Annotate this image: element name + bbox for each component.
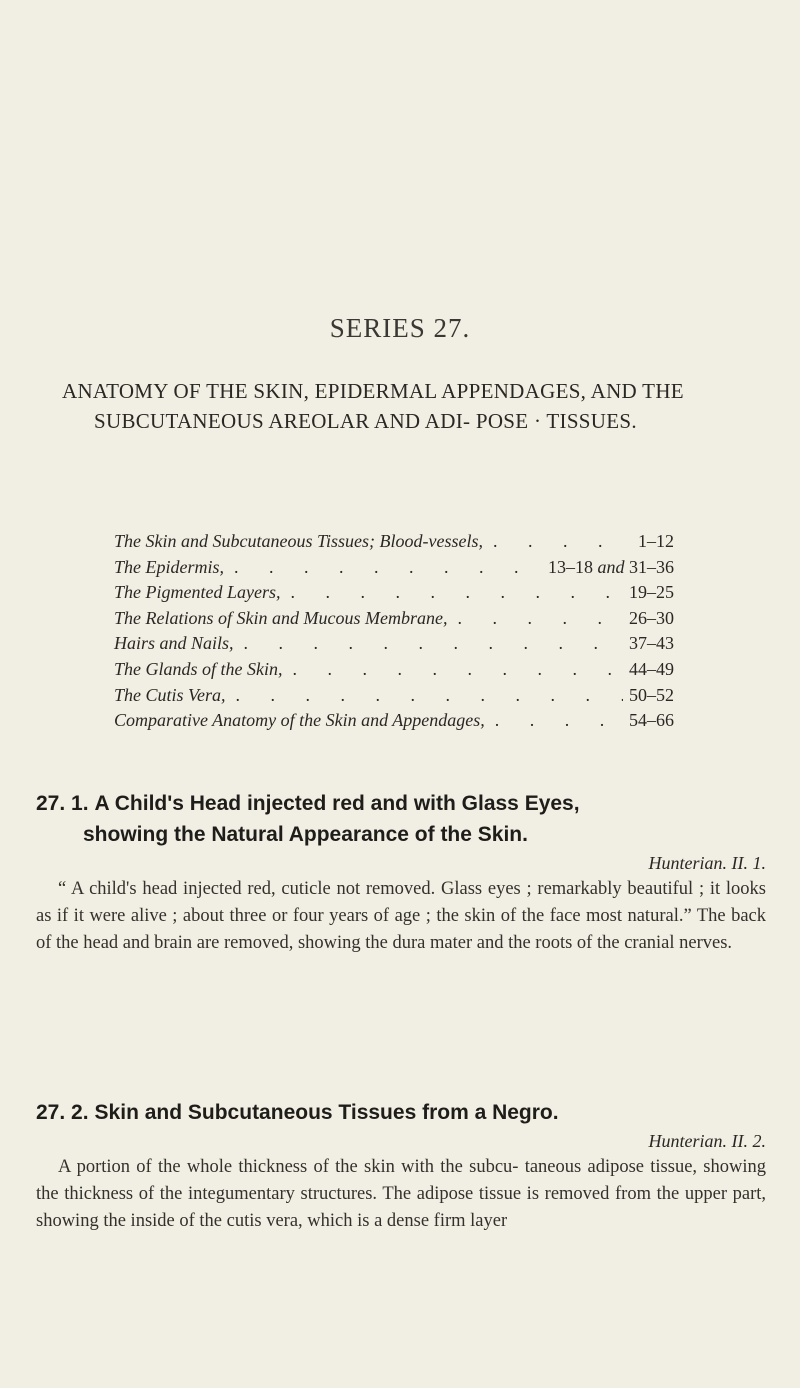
series-title: SERIES 27. xyxy=(329,313,471,343)
toc-pages-second: 31–36 xyxy=(629,556,674,577)
toc-title: The Relations of Skin and Mucous Membrane, xyxy=(114,607,448,628)
section-heading xyxy=(62,376,722,436)
specimen-number: 27. 2. xyxy=(36,1101,89,1124)
toc-pages: 54–66 xyxy=(629,710,674,731)
toc-leader-dots xyxy=(224,557,542,578)
toc-row xyxy=(114,685,674,711)
toc-and: and xyxy=(597,556,625,577)
toc-leader-dots xyxy=(283,659,624,680)
toc-leader-dots xyxy=(226,685,623,706)
toc-row xyxy=(114,608,674,634)
contents-list xyxy=(114,531,674,736)
toc-row xyxy=(114,659,674,685)
specimen-source: Hunterian. II. 2. xyxy=(648,1131,766,1151)
specimen-heading-line: showing the Natural Appearance of the Skin. xyxy=(83,823,528,846)
specimen-source: Hunterian. II. 1. xyxy=(648,853,766,873)
toc-pages: 19–25 xyxy=(629,582,674,603)
toc-title: The Epidermis, xyxy=(114,556,224,577)
toc-leader-dots xyxy=(483,531,632,552)
toc-pages-first: 13–18 xyxy=(548,556,593,577)
toc-leader-dots xyxy=(447,608,623,629)
toc-row xyxy=(114,531,674,557)
toc-row xyxy=(114,582,674,608)
toc-leader-dots xyxy=(234,633,623,654)
toc-pages: 50–52 xyxy=(629,684,674,705)
toc-leader-dots xyxy=(280,582,623,603)
toc-pages: 37–43 xyxy=(629,633,674,654)
toc-title: The Glands of the Skin, xyxy=(114,658,283,679)
specimen-number: 27. 1. xyxy=(36,792,89,815)
toc-pages xyxy=(542,557,674,578)
toc-title: Comparative Anatomy of the Skin and Appendages, xyxy=(114,710,485,731)
toc-title: The Skin and Subcutaneous Tissues; Blood-vessels, xyxy=(114,531,483,551)
toc-row xyxy=(114,557,674,583)
toc-title: Hairs and Nails, xyxy=(114,633,234,654)
specimen-entry xyxy=(36,788,766,957)
toc-pages: 1–12 xyxy=(638,531,674,551)
specimen-heading xyxy=(36,788,766,850)
toc-row xyxy=(114,710,674,736)
toc-title: The Pigmented Layers, xyxy=(114,582,281,603)
section-heading-text: ANATOMY OF THE SKIN, EPIDERMAL APPENDAGES, AND THE SUBCUTANEOUS AREOLAR AND ADI- POSE · TISSUES. xyxy=(62,379,684,433)
specimen-heading-line: A Child's Head injected red and with Glass Eyes, xyxy=(94,792,580,815)
toc-title: The Cutis Vera, xyxy=(114,684,226,705)
specimen-entry xyxy=(36,1097,766,1235)
specimen-heading xyxy=(36,1097,766,1128)
specimen-description: “ A child's head injected red, cuticle not removed. Glass eyes ; remarkably beautiful ; it looks as if it were alive ; about three or four years of age ; the skin of the face most natural.” The back of the head and brain are removed, showing the dura mater and the roots of the cranial nerves. xyxy=(36,879,766,953)
toc-pages: 26–30 xyxy=(629,607,674,628)
toc-leader-dots xyxy=(485,710,623,731)
specimen-description: A portion of the whole thickness of the skin with the subcu- taneous adipose tissue, showing the thickness of the integumentary structures. The adipose tissue is removed from the upper part, showing the inside of the cutis vera, which is a dense firm layer xyxy=(36,1157,766,1231)
toc-pages: 44–49 xyxy=(629,658,674,679)
specimen-heading-line: Skin and Subcutaneous Tissues from a Negro. xyxy=(94,1101,559,1124)
toc-row xyxy=(114,633,674,659)
